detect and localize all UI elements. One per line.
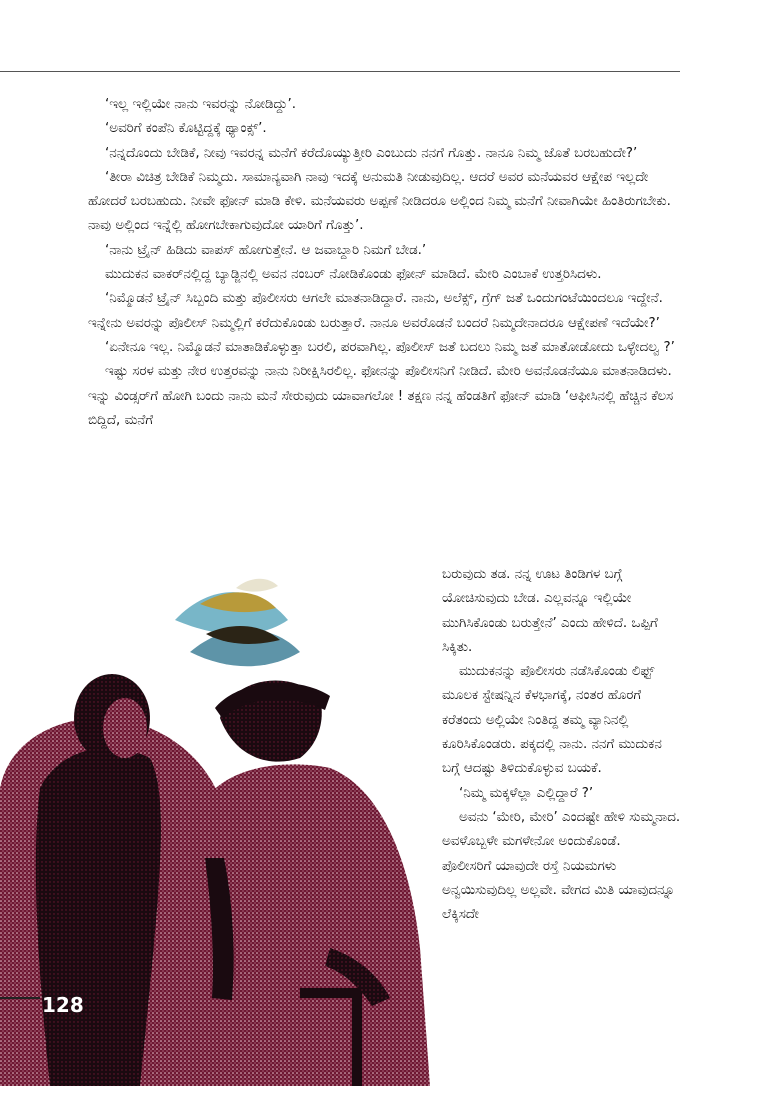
paragraph: ‘ನನ್ನದೊಂದು ಬೇಡಿಕೆ, ನೀವು ಇವರನ್ನ ಮನೆಗೆ ಕರೆದೊಯ್ಯುತ್ತೀರಿ ಎಂಬುದು ನನಗೆ ಗೊತ್ತು. ನಾನೂ ನಿಮ್ಮ ಜೊತೆ ಬರಬಹುದೇ?’	[105, 145, 638, 161]
paragraph: ಮುದುಕನ ವಾಕರ್‌ನಲ್ಲಿದ್ದ ಬ್ಯಾಡ್ಜಿನಲ್ಲಿ ಅವನ ನಂಬರ್ ನೋಡಿಕೊಂಡು ಫೋನ್ ಮಾಡಿದೆ. ಮೇರಿ ಎಂಬಾಕೆ ಉತ್ತರಿಸಿದಳು.	[105, 267, 602, 283]
paragraph: ಮುದುಕನನ್ನು ಪೊಲೀಸರು ನಡೆಸಿಕೊಂಡು ಲಿಫ್ಟ್ ಮೂಲಕ ಸ್ಟೇಷನ್ನಿನ ಕೆಳಭಾಗಕ್ಕೆ, ನಂತರ ಹೊರಗೆ ಕರೆತಂದು ಅಲ್ಲಿಯೇ ನಿಂತಿದ್ದ ತಮ್ಮ ವ್ಯಾನಿನಲ್ಲಿ ಕೂರಿಸಿಕೊಂಡರು. ಪಕ್ಕದಲ್ಲಿ ನಾನು. ನನಗೆ ಮುದುಕನ ಬಗ್ಗೆ ಆದಷ್ಟು ತಿಳಿದುಕೊಳ್ಳುವ ಬಯಕೆ.	[442, 664, 662, 777]
top-rule	[0, 71, 680, 72]
folio-rule	[0, 997, 40, 999]
paragraph: ‘ಅವರಿಗೆ ಕಂಪೆನಿ ಕೊಟ್ಟಿದ್ದಕ್ಕೆ ಥ್ಯಾಂಕ್ಸ್’.	[105, 121, 267, 137]
paragraph: ‘ನಾನು ಟ್ರೈನ್ ಹಿಡಿದು ವಾಪಸ್ ಹೋಗುತ್ತೇನೆ. ಆ ಜವಾಬ್ದಾರಿ ನಿಮಗೆ ಬೇಡ.’	[105, 242, 427, 258]
paragraph: ‘ತೀರಾ ವಿಚಿತ್ರ ಬೇಡಿಕೆ ನಿಮ್ಮದು. ಸಾಮಾನ್ಯವಾಗಿ ನಾವು ಇದಕ್ಕೆ ಅನುಮತಿ ನೀಡುವುದಿಲ್ಲ. ಆದರೆ ಅವರ ಮನೆಯವರ ಆಕ್ಷೇಪ ಇಲ್ಲದೇ ಹೋದರೆ ಬರಬಹುದು. ನೀವೇ ಫೋನ್ ಮಾಡಿ ಕೇಳಿ. ಮನೆಯವರು ಅಪ್ಪಣೆ ನೀಡಿದರೂ ಅಲ್ಲಿಂದ ನಿಮ್ಮ ಮನೆಗೆ ನೀವಾಗಿಯೇ ಹಿಂತಿರುಗಬೇಕು. ನಾವು ಅಲ್ಲಿಂದ ಇನ್ನೆಲ್ಲಿ ಹೋಗಬೇಕಾಗುವುದೋ ಯಾರಿಗೆ ಗೊತ್ತು’.	[88, 169, 671, 234]
paragraph: ಇಷ್ಟು ಸರಳ ಮತ್ತು ನೇರ ಉತ್ತರವನ್ನು ನಾನು ನಿರೀಕ್ಷಿಸಿರಲಿಲ್ಲ. ಫೋನನ್ನು ಪೊಲೀಸನಿಗೆ ನೀಡಿದೆ. ಮೇರಿ ಅವನೊಡನೆಯೂ ಮಾತನಾಡಿದಳು. ಇನ್ನು ವಿಂಡ್ಸರ್‌ಗೆ ಹೋಗಿ ಬಂದು ನಾನು ಮನೆ ಸೇರುವುದು ಯಾವಾಗಲೋ ! ತಕ್ಷಣ ನನ್ನ ಹೆಂಡತಿಗೆ ಫೋನ್ ಮಾಡಿ ‘ಆಫೀಸಿನಲ್ಲಿ ಹೆಚ್ಚಿನ ಕೆಲಸ ಬಿದ್ದಿದೆ, ಮನೆಗೆ	[88, 364, 674, 428]
paragraph: ‘ನಿಮ್ಮ ಮಕ್ಕಳೆಲ್ಲಾ ಎಲ್ಲಿದ್ದಾರೆ ?’	[459, 785, 594, 801]
old-man-figure	[187, 681, 430, 1086]
paragraph: ಅವನು ‘ಮೇರಿ, ಮೇರಿ’ ಎಂದಷ್ಟೇ ಹೇಳಿ ಸುಮ್ಮನಾದ. ಅವಳೊಬ್ಬಳೇ ಮಗಳೇನೋ ಅಂದುಕೊಂಡೆ.	[442, 809, 681, 850]
paragraph: ಬರುವುದು ತಡ. ನನ್ನ ಊಟ ತಿಂಡಿಗಳ ಬಗ್ಗೆ ಯೋಚಿಸುವುದು ಬೇಡ. ಎಲ್ಲವನ್ನೂ ಇಲ್ಲಿಯೇ ಮುಗಿಸಿಕೊಂಡು ಬರುತ್ತೇನೆ’ ಎಂದು ಹೇಳಿದೆ. ಒಪ್ಪಿಗೆ ಸಿಕ್ಕಿತು.	[442, 567, 658, 655]
paragraph: ಪೊಲೀಸರಿಗೆ ಯಾವುದೇ ರಸ್ತೆ ನಿಯಮಗಳು ಅನ್ವಯಿಸುವುದಿಲ್ಲ ಅಲ್ಲವೇ. ವೇಗದ ಮಿತಿ ಯಾವುದನ್ನೂ ಲೆಕ್ಕಿಸದೇ	[442, 858, 675, 923]
paragraph: ‘ಇಲ್ಲ ಇಲ್ಲಿಯೇ ನಾನು ಇವರನ್ನು ನೋಡಿದ್ದು’.	[105, 97, 297, 112]
paragraph: ‘ನಿಮ್ಮೊಡನೆ ಟ್ರೈನ್ ಸಿಬ್ಬಂದಿ ಮತ್ತು ಪೊಲೀಸರು ಆಗಲೇ ಮಾತನಾಡಿದ್ದಾರೆ. ನಾನು, ಅಲೆಕ್ಸ್, ಗ್ರೆಗ್ ಜತೆ ಒಂದುಗಂಟೆಯಿಂದಲೂ ಇದ್ದೇನೆ. ಇನ್ನೇನು ಅವರನ್ನು ಪೊಲೀಸ್ ನಿಮ್ಮಲ್ಲಿಗೆ ಕರೆದುಕೊಂಡು ಬರುತ್ತಾರೆ. ನಾನೂ ಅವರೊಡನೆ ಬಂದರೆ ನಿಮ್ಮದೇನಾದರೂ ಆಕ್ಷೇಪಣೆ ಇದೆಯೇ?’	[88, 291, 663, 331]
main-text-block	[88, 93, 678, 433]
page-number: 128	[42, 993, 84, 1017]
paragraph: ‘ಏನೇನೂ ಇಲ್ಲ. ನಿಮ್ಮೊಡನೆ ಮಾತಾಡಿಕೊಳ್ಳುತ್ತಾ ಬರಲಿ, ಪರವಾಗಿಲ್ಲ. ಪೊಲೀಸ್ ಜತೆ ಬದಲು ನಿಮ್ಮ ಜತೆ ಮಾತೋಡೋದು ಒಳ್ಳೇದಲ್ವ ?’	[105, 339, 675, 355]
leaf-swirl-graphic	[175, 579, 300, 667]
side-text-block	[442, 563, 682, 927]
